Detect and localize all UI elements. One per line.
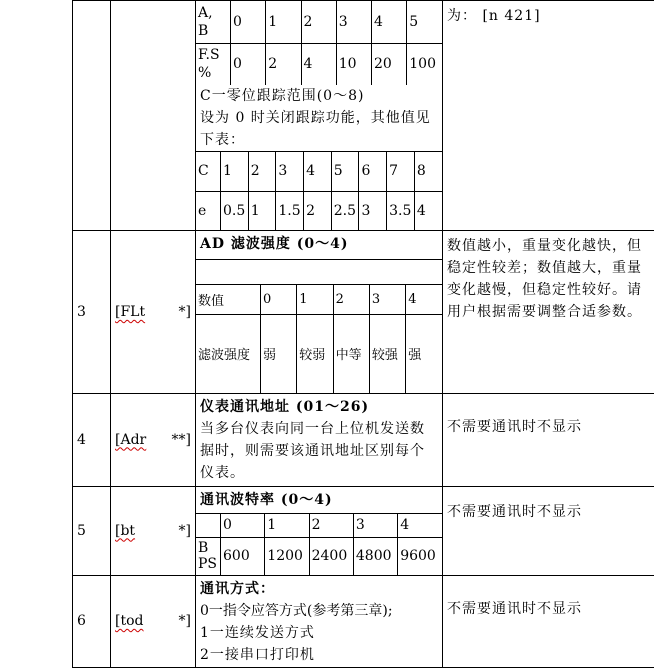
bps-label: B PS — [196, 538, 221, 575]
ab-value: 3 — [336, 1, 371, 43]
param-code: [Adr — [115, 432, 146, 448]
num-value: 4 — [406, 285, 442, 315]
filter-subtable — [196, 284, 442, 393]
e-value: 4 — [414, 191, 442, 230]
bps-value: 4800 — [353, 538, 397, 575]
fs-value: 100 — [407, 43, 442, 85]
e-label: e — [196, 191, 221, 230]
remark-cell — [443, 393, 654, 486]
c-value: 5 — [331, 152, 359, 191]
code-cell — [111, 575, 196, 667]
c-value: 1 — [221, 152, 249, 191]
strength-value: 弱 — [261, 315, 297, 393]
num-value: 1 — [297, 285, 333, 315]
empty-label — [196, 514, 221, 538]
ab-value: 4 — [372, 1, 407, 43]
table-row-5 — [73, 486, 654, 575]
fs-value: 2 — [266, 43, 301, 85]
ce-subtable — [196, 152, 442, 230]
c-label: C — [196, 152, 221, 191]
ab-value: 5 — [407, 1, 442, 43]
parameter-table — [72, 0, 654, 668]
param-star: **] — [172, 432, 191, 448]
param-star: *] — [179, 304, 191, 320]
baud-subtable — [196, 514, 442, 575]
c-value: 7 — [387, 152, 415, 191]
remark-text: 为： [n 421] — [447, 8, 541, 24]
row-number-cell — [73, 1, 111, 231]
num-value: 0 — [261, 285, 297, 315]
fs-label: F.S % — [196, 43, 231, 85]
baud-index: 3 — [353, 514, 397, 538]
option-2: 2一接串口打印机 — [196, 644, 442, 666]
e-value: 3.5 — [387, 191, 415, 230]
parameter-table-page — [72, 0, 639, 664]
ab-value: 1 — [266, 1, 301, 43]
remark-cell — [443, 486, 654, 575]
remark-cell — [443, 575, 654, 667]
description-cell — [196, 486, 443, 575]
param-star: *] — [179, 523, 191, 539]
strength-label: 滤波强度 — [196, 315, 261, 393]
code-cell — [111, 231, 196, 394]
remark-text: 不需要通讯时不显示 — [447, 601, 582, 617]
row-number: 6 — [73, 575, 111, 667]
description-cell — [196, 575, 443, 667]
table-row-6 — [73, 575, 654, 667]
zero-tracking-text: C一零位跟踪范围(0～8) 设为 0 时关闭跟踪功能，其他值见下表： — [196, 85, 442, 152]
e-value: 2.5 — [331, 191, 359, 230]
code-cell — [111, 393, 196, 486]
strength-value: 中等 — [333, 315, 369, 393]
row-number: 3 — [73, 231, 111, 394]
baud-index: 4 — [398, 514, 442, 538]
option-0: 0一指令应答方式(参考第三章); — [196, 600, 442, 622]
fs-value: 10 — [336, 43, 371, 85]
ab-value: 0 — [231, 1, 266, 43]
table-row-2-continued — [73, 1, 654, 231]
e-value: 1.5 — [276, 191, 304, 230]
baud-index: 1 — [265, 514, 309, 538]
param-code: [FLt — [115, 304, 145, 320]
remark-cell — [443, 231, 654, 394]
num-label: 数值 — [196, 285, 261, 315]
param-title: 仪表通讯地址 (01～26) — [196, 394, 442, 418]
param-title: 通讯方式： — [196, 576, 442, 600]
param-description: 当多台仪表向同一台上位机发送数据时，则需要该通讯地址区别每个仪表。 — [196, 418, 442, 486]
remark-cell — [443, 1, 654, 231]
c-value: 3 — [276, 152, 304, 191]
remark-text: 数值越小，重量变化越快，但稳定性较差；数值越大，重量变化越慢，但稳定性较好。请用户根据需要调整合适参数。 — [447, 238, 642, 320]
ab-fs-subtable — [196, 1, 442, 85]
row-number: 4 — [73, 393, 111, 486]
bps-value: 600 — [221, 538, 265, 575]
fs-value: 20 — [372, 43, 407, 85]
e-value: 0.5 — [221, 191, 249, 230]
param-code: [bt — [115, 523, 135, 539]
e-value: 1 — [248, 191, 276, 230]
param-title: AD 滤波强度 (0～4) — [196, 231, 442, 260]
table-row-4 — [73, 393, 654, 486]
fs-value: 4 — [301, 43, 336, 85]
c-value: 8 — [414, 152, 442, 191]
strength-value: 强 — [406, 315, 442, 393]
bps-value: 2400 — [309, 538, 353, 575]
bps-value: 1200 — [265, 538, 309, 575]
description-cell — [196, 393, 443, 486]
code-cell — [111, 486, 196, 575]
code-cell — [111, 1, 196, 231]
strength-value: 较弱 — [297, 315, 333, 393]
remark-text: 不需要通讯时不显示 — [447, 419, 582, 435]
baud-index: 2 — [309, 514, 353, 538]
remark-text: 不需要通讯时不显示 — [447, 504, 582, 520]
c-value: 2 — [248, 152, 276, 191]
bps-value: 9600 — [398, 538, 442, 575]
e-value: 2 — [304, 191, 332, 230]
param-star: *] — [179, 613, 191, 629]
c-value: 6 — [359, 152, 387, 191]
num-value: 2 — [333, 285, 369, 315]
option-1: 1一连续发送方式 — [196, 622, 442, 644]
fs-value: 0 — [231, 43, 266, 85]
strength-value: 较强 — [369, 315, 405, 393]
ab-value: 2 — [301, 1, 336, 43]
table-row-3 — [73, 231, 654, 394]
row-number: 5 — [73, 486, 111, 575]
baud-index: 0 — [221, 514, 265, 538]
c-value: 4 — [304, 152, 332, 191]
param-title: 通讯波特率 (0～4) — [196, 487, 442, 514]
param-code: [tod — [115, 613, 143, 629]
ab-label: A, B — [196, 1, 231, 43]
description-cell — [196, 1, 443, 231]
description-cell — [196, 231, 443, 394]
e-value: 3 — [359, 191, 387, 230]
num-value: 3 — [369, 285, 405, 315]
